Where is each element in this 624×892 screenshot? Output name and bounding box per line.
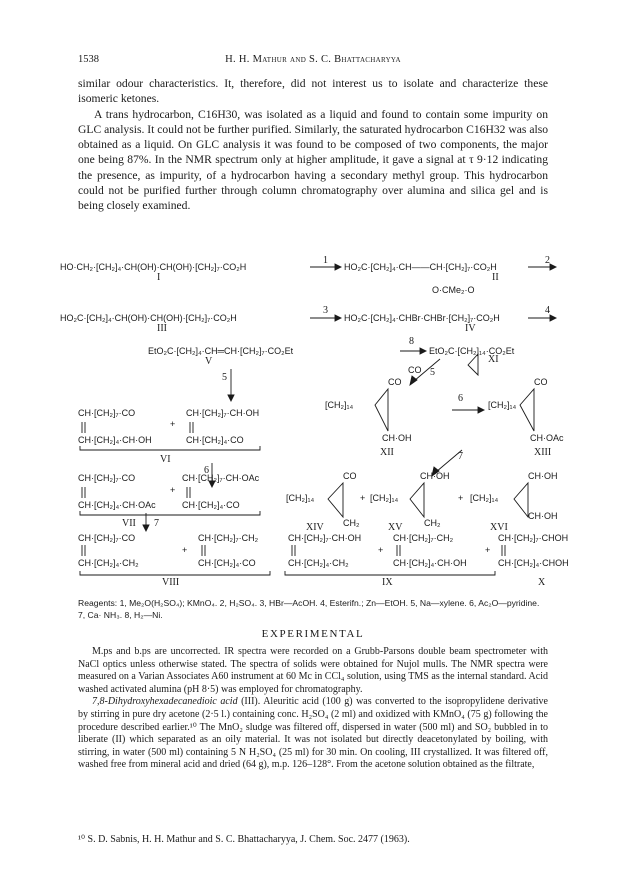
experimental-paragraph-1: M.ps and b.ps are uncorrected. IR spectra were recorded on a Grubb-Parsons double beam spectrometer with NaCl optics unless otherwise stated. The spectra of solids were obtained for Nujol mulls. The NMR spectra were measured on a Varian Associates A60 instrument at 60 Mc in CCl₄ solution, using TMS as the internal standard. Acid washed activated alumina (pH 8·5) was employed for chromatography. <box>78 646 548 695</box>
viii-top-a: CH·[CH₂]₇·CO <box>78 533 136 543</box>
x-plus: + <box>485 545 491 555</box>
ix-plus: + <box>378 545 384 555</box>
ix-top-b: CH·[CH₂]₇·CH₂ <box>393 533 454 543</box>
step-3: 3 <box>323 305 328 316</box>
label-xv: XV <box>388 522 403 533</box>
footnote: ¹⁰ S. D. Sabnis, H. H. Mathur and S. C. Bhattacharyya, J. Chem. Soc. 2477 (1963). <box>78 834 410 845</box>
vii-bot-b: CH·[CH₂]₄·CO <box>182 500 240 510</box>
vi-bot-b: CH·[CH₂]₄·CO <box>186 435 244 445</box>
step-2: 2 <box>545 255 550 266</box>
xii-choh: CH·OH <box>382 433 412 443</box>
xvi-choh-bot: CH·OH <box>528 511 558 521</box>
label-xii: XII <box>380 447 394 458</box>
label-xiv: XIV <box>306 522 324 533</box>
xv-choh: CH·OH <box>420 471 450 481</box>
compound-i-formula: HO·CH₂·[CH₂]₄·CH(OH)·CH(OH)·[CH₂]₇·CO₂H <box>60 262 247 272</box>
running-authors: H. H. Mathur and S. C. Bhattacharyya <box>225 54 401 65</box>
body-text <box>78 76 548 214</box>
reaction-scheme <box>60 255 569 590</box>
label-viii: VIII <box>162 577 180 588</box>
xii-co: CO <box>388 377 402 387</box>
reagents-caption: Reagents: 1, Me₂O(H₂SO₄); KMnO₄. 2, H₂SO₄. 3, HBr—AcOH. 4, Esterifn.; Zn—EtOH. 5, Na—xylene. 6, Ac₂O—pyridine. 7, Ca· NH₃. 8, H₂—Ni. <box>78 598 540 620</box>
viii-bot-b: CH·[CH₂]₄·CO <box>198 558 256 568</box>
xvi-choh-top: CH·OH <box>528 471 558 481</box>
ix-top-a: CH·[CH₂]₇·CH·OH <box>288 533 362 543</box>
paragraph-2: A trans hydrocarbon, C16H30, was isolated as a liquid and found to contain some impurity on GLC analysis. It could not be further purified. Similarly, the saturated hydrocarbon C16H32 was also obtained as a liquid. On GLC analysis it was found to be composed of two components, the major one being 87%. In the NMR spectrum only at higher amplitude, it gave a signal at τ 9·12 indicating the presence, as impurity, of a hydrocarbon having a secondary methyl group. This hydrocarbon could not be purified further through column chromatography over alumina and silica gel and is being closely examined. <box>78 107 548 213</box>
compound-v-formula: EtO₂C·[CH₂]₄·CH═CH·[CH₂]₇·CO₂Et <box>148 346 294 356</box>
step-7b: 7 <box>154 518 159 529</box>
compound-iii-formula: HO₂C·[CH₂]₄·CH(OH)·CH(OH)·[CH₂]₇·CO₂H <box>60 313 237 323</box>
experimental-paragraph-2 <box>78 696 548 772</box>
ix-bot-b: CH·[CH₂]₄·CH·OH <box>393 558 467 568</box>
vi-plus: + <box>170 419 176 429</box>
x-top: CH·[CH₂]₇·CHOH <box>498 533 569 543</box>
compound-xi-formula: EtO₂C·[CH₂]₁₄·CO₂Et <box>429 346 515 356</box>
step-6a: 6 <box>458 393 463 404</box>
step-7a: 7 <box>458 451 463 462</box>
vi-top-b: CH·[CH₂]₇·CH·OH <box>186 408 260 418</box>
label-iii: III <box>157 323 167 334</box>
xiv-co: CO <box>343 471 357 481</box>
label-v: V <box>205 356 213 367</box>
label-x: X <box>538 577 546 588</box>
xi-co: CO <box>408 365 422 375</box>
label-i: I <box>157 272 161 283</box>
compound-iii-procedure: (III). Aleuritic acid (100 g) was converted to the isopropylidene derivative by stirring in pure dry acetone (2·5 l.) containing conc. H₂SO₄ (2 ml) and oxidized with KMnO₄ (75 g) following the procedure described earlier.¹⁰ The MnO₂ sludge was filtered off, dispersed in water (500 ml) and SO₂ bubbled in to liberate (II) which separated as an oily material. It was not isolated but directly deacetonylated by boiling, with stirring, in water (500 ml) containing 5 N H₂SO₄ (25 ml) for 30 min. On cooling, III crystallized. It was filtered off, washed free from mineral acid and dried (64 g), m.p. 126–128°. From the acetone solution obtained as the filtrate, <box>78 696 548 771</box>
xiv-chain: [CH₂]₁₄ <box>286 493 315 503</box>
step-5a: 5 <box>222 372 227 383</box>
step-1: 1 <box>323 255 328 266</box>
vii-bot-a: CH·[CH₂]₄·CH·OAc <box>78 500 156 510</box>
label-vi: VI <box>160 454 171 465</box>
label-xvi: XVI <box>490 522 508 533</box>
vi-top-a: CH·[CH₂]₇·CO <box>78 408 136 418</box>
compound-iv-formula: HO₂C·[CH₂]₄·CHBr·CHBr·[CH₂]₇·CO₂H <box>344 313 500 323</box>
section-heading-experimental: EXPERIMENTAL <box>261 628 365 640</box>
xiii-chain: [CH₂]₁₄ <box>488 400 517 410</box>
viii-plus: + <box>182 545 188 555</box>
step-6b: 6 <box>204 465 209 476</box>
vii-plus: + <box>170 485 176 495</box>
label-ii: II <box>492 272 499 283</box>
vii-top-a: CH·[CH₂]₇·CO <box>78 473 136 483</box>
xv-chain: [CH₂]₁₄ <box>370 493 399 503</box>
label-iv: IV <box>465 323 476 334</box>
label-xi: XI <box>488 354 499 365</box>
compound-iii-title: 7,8-Dihydroxyhexadecanedioic acid <box>92 696 238 708</box>
xvi-chain: [CH₂]₁₄ <box>470 493 499 503</box>
label-xiii: XIII <box>534 447 552 458</box>
xv-ch2: CH₂ <box>424 518 441 528</box>
experimental-text <box>78 646 548 772</box>
xiii-co: CO <box>534 377 548 387</box>
label-ix: IX <box>382 577 393 588</box>
x-bot: CH·[CH₂]₄·CHOH <box>498 558 569 568</box>
xv-plus: + <box>458 493 464 503</box>
viii-top-b: CH·[CH₂]₇·CH₂ <box>198 533 259 543</box>
xiv-ch2: CH₂ <box>343 518 360 528</box>
step-8: 8 <box>409 336 414 347</box>
xiii-choac: CH·OAc <box>530 433 564 443</box>
ix-bot-a: CH·[CH₂]₄·CH₂ <box>288 558 349 568</box>
vi-bot-a: CH·[CH₂]₄·CH·OH <box>78 435 152 445</box>
step-5b: 5 <box>430 367 435 378</box>
vii-top-b: CH·[CH₂]₇·CH·OAc <box>182 473 260 483</box>
step-4: 4 <box>545 305 550 316</box>
paragraph-1: similar odour characteristics. It, therefore, did not interest us to isolate and characterize these isomeric ketones. <box>78 77 548 106</box>
compound-ii-formula: HO₂C·[CH₂]₄·CH——CH·[CH₂]₇·CO₂H <box>344 262 497 272</box>
viii-bot-a: CH·[CH₂]₄·CH₂ <box>78 558 139 568</box>
xii-chain: [CH₂]₁₄ <box>325 400 354 410</box>
page-number: 1538 <box>78 54 99 65</box>
isopropylidene-bridge: O·CMe₂·O <box>432 285 475 295</box>
label-vii: VII <box>122 518 136 529</box>
xiv-plus: + <box>360 493 366 503</box>
